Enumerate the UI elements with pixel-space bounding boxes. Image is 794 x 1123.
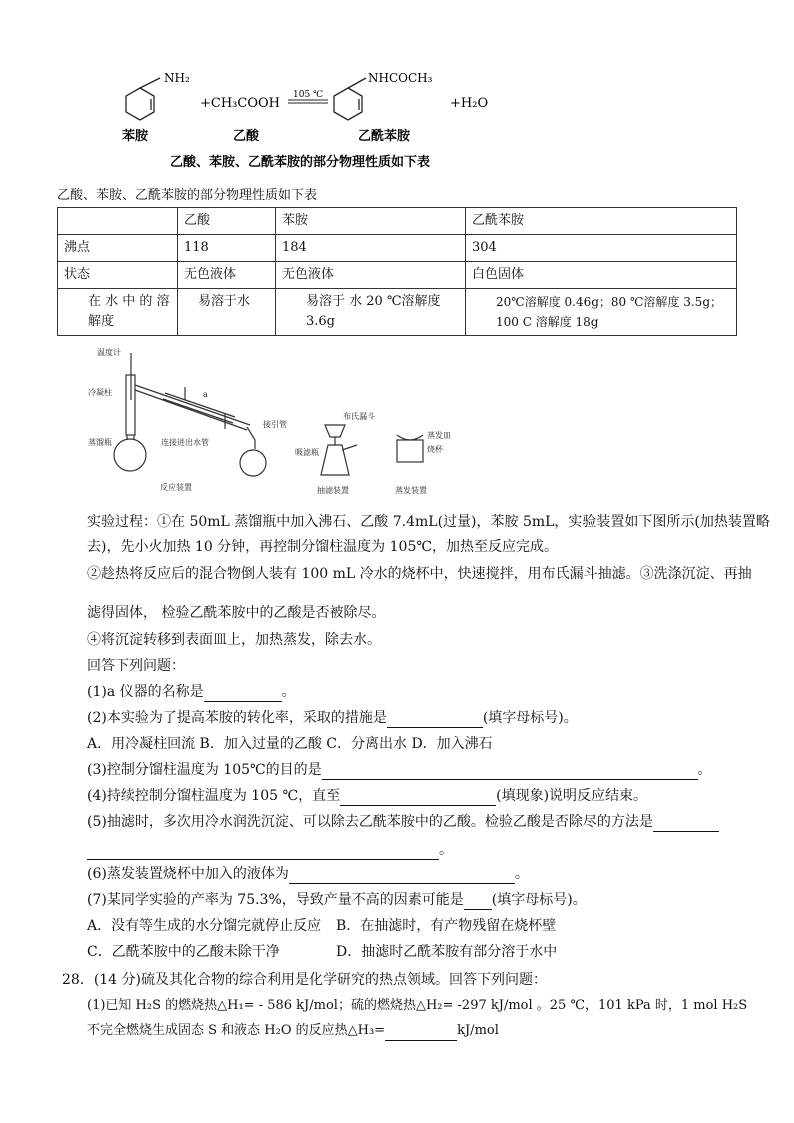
solubility-aniline-2: 3.6g [306, 314, 335, 329]
solubility-product-2: 100 C 溶解度 18g [496, 315, 599, 329]
table-row [58, 235, 737, 262]
acetanilide-group: NHCOCH₃ [368, 71, 433, 85]
reaction-arrow [288, 100, 328, 103]
q4-text: (4)持续控制分馏柱温度为 105 ℃，直至 [87, 788, 341, 804]
label-beaker: 烧杯 [427, 445, 443, 454]
q7-option-c: C．乙酰苯胺中的乙酸未除干净 [87, 944, 280, 960]
caption-reaction: 反应装置 [160, 483, 192, 492]
q6-end: 。 [514, 866, 529, 882]
q2-text: (2)本实验为了提高苯胺的转化率，采取的措施是 [87, 710, 387, 726]
apparatus-figure [85, 345, 475, 500]
table-cell [466, 289, 737, 336]
q1-end: 。 [281, 684, 296, 700]
label-buchner: 布氏漏斗 [343, 412, 375, 421]
table-cell: 304 [466, 235, 737, 262]
scheme-caption: 乙酸、苯胺、乙酰苯胺的部分物理性质如下表 [170, 155, 431, 170]
question-3 [87, 760, 712, 780]
table-cell: 无色液体 [178, 262, 276, 289]
question-5 [87, 812, 719, 832]
receiver-flask-icon [240, 450, 266, 476]
caption-filter: 抽滤装置 [317, 486, 349, 495]
adapter-icon [247, 427, 255, 449]
question-7 [87, 890, 587, 910]
q3-text: (3)控制分馏柱温度为 105℃的目的是 [87, 762, 322, 778]
q5-answer-blank-1[interactable] [653, 817, 719, 832]
q28-line-1: (1)已知 H₂S 的燃烧热△H₁= - 586 kJ/mol；硫的燃烧热△H₂= -297 kJ/mol 。25 ℃，101 kPa 时，1 mol H₂S [87, 998, 748, 1013]
q5-answer-blank-2[interactable] [87, 845, 439, 860]
table-title: 乙酸、苯胺、乙酰苯胺的部分物理性质如下表 [57, 188, 318, 203]
q4-answer-blank[interactable] [340, 791, 496, 806]
label-filter-flask: 吸滤瓶 [295, 448, 319, 457]
q3-answer-blank[interactable] [322, 765, 698, 780]
label-a: a [203, 390, 208, 399]
q7-option-d: D．抽滤时乙酰苯胺有部分溶于水中 [336, 944, 558, 960]
label-thermometer: 温度计 [97, 348, 121, 357]
procedure-2a: ②趁热将反应后的混合物倒人装有 100 mL 冷水的烧杯中，快速搅拌，用布氏漏斗抽滤。③洗涤沉淀、再抽 [87, 566, 752, 582]
q7-answer-blank[interactable] [464, 895, 492, 910]
condenser-icon [135, 385, 250, 430]
aniline-group: NH₂ [164, 71, 190, 85]
solubility-product-1: 20℃溶解度 0.46g；80 ℃溶解度 3.5g； [496, 295, 722, 309]
q5-text: (5)抽滤时，多次用冷水润洗沉淀、可以除去乙酰苯胺中的乙酸。检验乙酸是否除尽的方法是 [87, 814, 653, 830]
label-acetic-acid: 乙酸 [233, 129, 260, 144]
table-cell: 118 [178, 235, 276, 262]
q2-options: A．用冷凝柱回流 B．加入过量的乙酸 C．分离出水 D．加入沸石 [87, 736, 493, 752]
q1-answer-blank[interactable] [204, 687, 282, 702]
filtration-icon [321, 425, 357, 475]
table-cell [58, 289, 178, 336]
table-header-cell: 苯胺 [276, 208, 466, 235]
answer-heading: 回答下列问题： [87, 658, 185, 674]
arrow-condition: 105 ℃ [293, 90, 324, 100]
q2-end: (填字母标号)。 [482, 710, 578, 726]
evaporation-icon [397, 435, 423, 462]
table-cell: 无色液体 [276, 262, 466, 289]
q7-text: (7)某同学实验的产率为 75.3%，导致产量不高的因素可能是 [87, 892, 464, 908]
procedure-1a: 实验过程：①在 50mL 蒸馏瓶中加入沸石、乙酸 7.4mL(过量)，苯胺 5mL，实验装置如下图所示(加热装置略 [87, 514, 770, 530]
q1-text: (1)a 仪器的名称是 [87, 684, 204, 700]
flask-icon [114, 439, 146, 471]
question-5-cont [87, 840, 453, 860]
plus-water: +H₂O [450, 96, 489, 111]
acetanilide-structure [334, 78, 366, 120]
question-2 [87, 708, 578, 728]
properties-table [57, 207, 737, 336]
label-connector: 连接进出水管 [161, 438, 209, 447]
q3-end: 。 [697, 762, 712, 778]
procedure-1b: 去)，先小火加热 10 分钟，再控制分馏柱温度为 105℃，加热至反应完成。 [87, 539, 559, 555]
plus-acetic-acid: +CH₃COOH [200, 96, 280, 111]
q28-unit: kJ/mol [457, 1023, 499, 1038]
reaction-scheme [110, 60, 530, 175]
q2-answer-blank[interactable] [387, 713, 483, 728]
label-acetanilide: 乙酰苯胺 [358, 129, 411, 144]
label-dish: 蒸发皿 [427, 431, 451, 440]
q6-text: (6)蒸发装置烧杯中加入的液体为 [87, 866, 289, 882]
table-cell: 沸点 [58, 235, 178, 262]
label-flask: 蒸馏瓶 [88, 438, 112, 447]
table-cell [276, 289, 466, 336]
solubility-aniline-1: 易溶于 水 20 ℃溶解度 [306, 294, 441, 309]
aniline-structure [126, 78, 160, 120]
table-header-cell: 乙酰苯胺 [466, 208, 737, 235]
q28-line-2 [87, 1021, 499, 1041]
q28-heading: 28．(14 分)硫及其化合物的综合利用是化学研究的热点领域。回答下列问题： [62, 972, 548, 988]
q7-end: (填字母标号)。 [491, 892, 587, 908]
q28-text: 不完全燃烧生成固态 S 和液态 H₂O 的反应热△H₃= [87, 1023, 386, 1038]
solubility-label-1: 在 水 中 的 溶 [88, 294, 170, 309]
question-4 [87, 786, 647, 806]
solubility-label-2: 解度 [88, 314, 115, 329]
table-header-cell: 乙酸 [178, 208, 276, 235]
q5-end: 。 [439, 842, 453, 858]
table-header-row [58, 208, 737, 235]
q4-end: (填现象)说明反应结束。 [496, 788, 648, 804]
label-adapter: 接引管 [263, 420, 287, 429]
q7-option-b: B．在抽滤时，有产物残留在烧杯壁 [336, 918, 557, 934]
q28-answer-blank[interactable] [385, 1026, 457, 1041]
procedure-2b: 滤得固体， 检验乙酰苯胺中的乙酸是否被除尽。 [87, 605, 386, 621]
question-1 [87, 682, 296, 702]
q6-answer-blank[interactable] [289, 869, 515, 884]
caption-evap: 蒸发装置 [395, 486, 427, 495]
table-cell: 白色固体 [466, 262, 737, 289]
question-6 [87, 864, 529, 884]
procedure-4: ④将沉淀转移到表面皿上，加热蒸发，除去水。 [87, 632, 381, 648]
label-condenser: 冷凝柱 [88, 388, 112, 397]
table-cell: 易溶于水 [178, 289, 276, 336]
table-row [58, 262, 737, 289]
table-header-cell [58, 208, 178, 235]
q7-option-a: A．没有等生成的水分馏完就停止反应 [87, 918, 322, 934]
label-aniline: 苯胺 [122, 129, 149, 144]
table-cell: 状态 [58, 262, 178, 289]
table-row [58, 289, 737, 336]
table-cell: 184 [276, 235, 466, 262]
